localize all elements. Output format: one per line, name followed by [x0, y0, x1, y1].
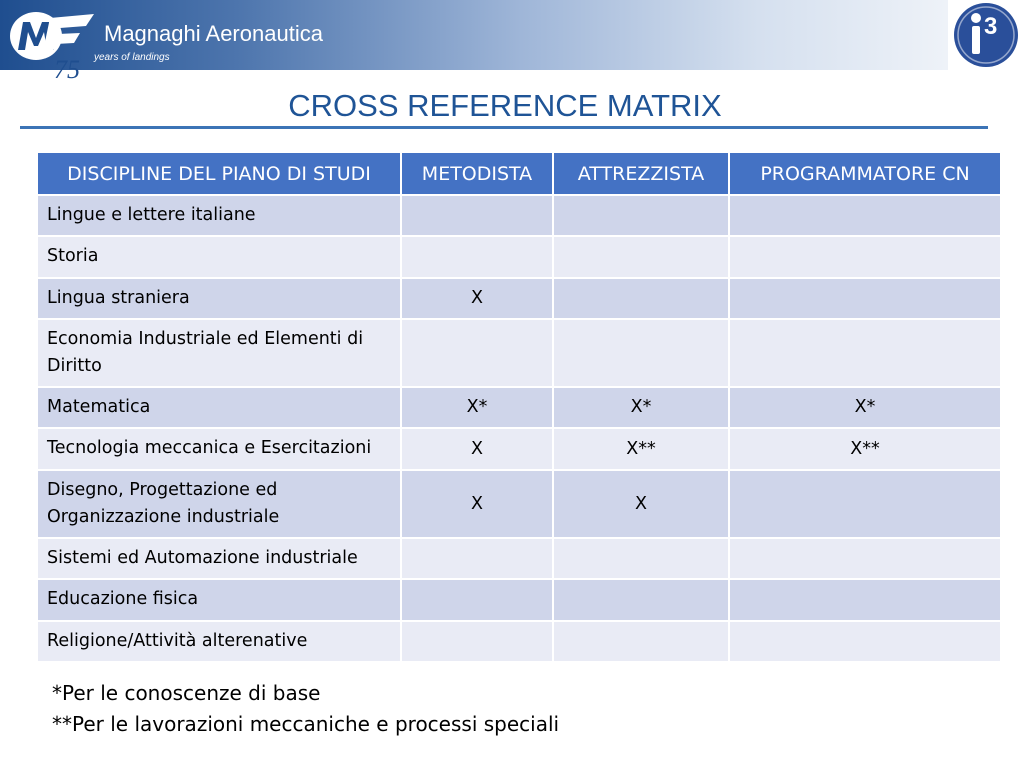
footnote-base-knowledge: *Per le conoscenze di base — [52, 681, 321, 705]
discipline-cell: Educazione fisica — [37, 579, 401, 621]
cross-reference-table — [36, 151, 1002, 663]
mark-cell — [553, 538, 729, 579]
mark-cell — [553, 195, 729, 236]
magnaghi-logo-icon — [6, 4, 98, 82]
table-row — [37, 579, 1001, 621]
mark-cell — [729, 470, 1001, 538]
mark-cell — [729, 236, 1001, 278]
svg-text:3: 3 — [984, 13, 998, 40]
mark-cell — [553, 278, 729, 319]
header-banner — [0, 0, 948, 82]
mark-cell — [401, 236, 553, 278]
mark-cell: X* — [553, 387, 729, 428]
discipline-cell: Storia — [37, 236, 401, 278]
column-header-metodista: METODISTA — [401, 152, 553, 195]
discipline-cell: Disegno, Progettazione ed Organizzazione industriale — [37, 470, 401, 538]
mark-cell: X — [401, 278, 553, 319]
mark-cell — [729, 538, 1001, 579]
column-header-attrezzista: ATTREZZISTA — [553, 152, 729, 195]
mark-cell: X — [553, 470, 729, 538]
mark-cell: X* — [729, 387, 1001, 428]
discipline-cell: Religione/Attività alterenative — [37, 621, 401, 662]
mark-cell — [729, 319, 1001, 387]
column-header-programmatore: PROGRAMMATORE CN — [729, 152, 1001, 195]
table-row — [37, 538, 1001, 579]
mark-cell — [729, 195, 1001, 236]
mark-cell: X** — [553, 428, 729, 470]
mark-cell — [553, 621, 729, 662]
mark-cell — [729, 579, 1001, 621]
table-row — [37, 470, 1001, 538]
table-row — [37, 428, 1001, 470]
i3-logo-icon — [948, 0, 1024, 70]
discipline-cell: Lingua straniera — [37, 278, 401, 319]
discipline-cell: Economia Industriale ed Elementi di Diritto — [37, 319, 401, 387]
table-row — [37, 236, 1001, 278]
mark-cell: X — [401, 428, 553, 470]
table-row — [37, 195, 1001, 236]
anniversary-mark: 75 — [54, 55, 80, 82]
page-title: CROSS REFERENCE MATRIX — [288, 88, 722, 123]
mark-cell: X** — [729, 428, 1001, 470]
table-row — [37, 319, 1001, 387]
discipline-cell: Sistemi ed Automazione industriale — [37, 538, 401, 579]
table-row — [37, 278, 1001, 319]
mark-cell — [553, 319, 729, 387]
mark-cell — [729, 621, 1001, 662]
table-row — [37, 387, 1001, 428]
table-row — [37, 621, 1001, 662]
discipline-cell: Matematica — [37, 387, 401, 428]
mark-cell — [401, 319, 553, 387]
footnotes — [52, 678, 559, 740]
mark-cell: X* — [401, 387, 553, 428]
mark-cell — [401, 538, 553, 579]
company-name: Magnaghi Aeronautica — [104, 21, 323, 46]
mark-cell: X — [401, 470, 553, 538]
mark-cell — [401, 621, 553, 662]
mark-cell — [401, 195, 553, 236]
table-header-row — [37, 152, 1001, 195]
discipline-cell: Tecnologia meccanica e Esercitazioni — [37, 428, 401, 470]
mark-cell — [401, 579, 553, 621]
mark-cell — [553, 236, 729, 278]
discipline-cell: Lingue e lettere italiane — [37, 195, 401, 236]
mark-cell — [729, 278, 1001, 319]
i3-logo — [948, 0, 1024, 70]
mark-cell — [553, 579, 729, 621]
footnote-special-processes: **Per le lavorazioni meccaniche e processi speciali — [52, 712, 560, 736]
company-tagline: years of landings — [94, 52, 170, 63]
column-header-discipline: DISCIPLINE DEL PIANO DI STUDI — [37, 152, 401, 195]
title-divider — [20, 126, 988, 129]
